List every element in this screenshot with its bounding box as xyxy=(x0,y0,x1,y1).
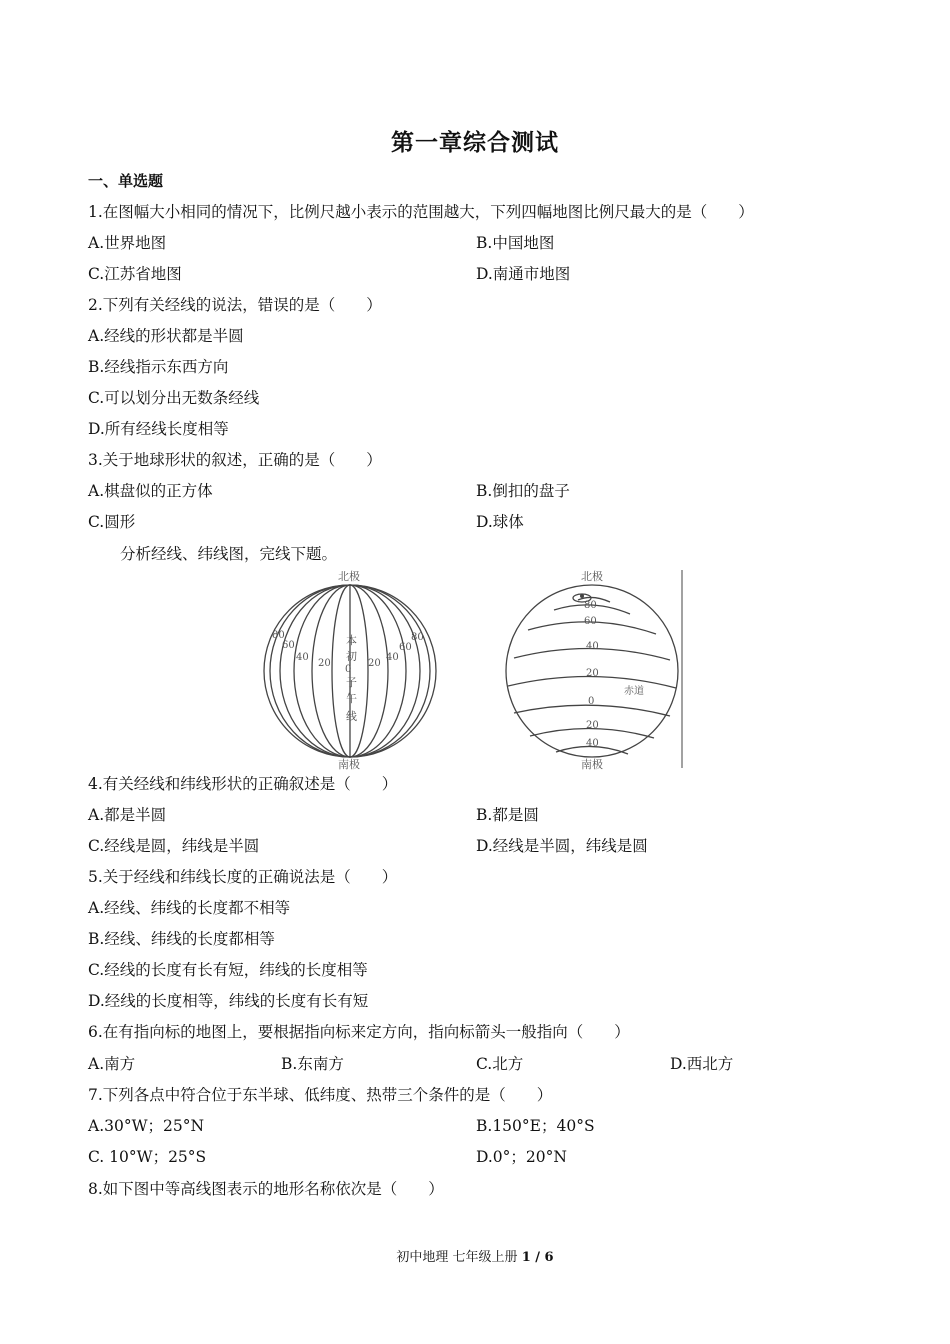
left-south-pole-label: 南极 xyxy=(338,758,360,770)
question-2-option-d: D.所有经线长度相等 xyxy=(88,420,229,438)
meridian-label: 80 xyxy=(411,632,424,643)
parallel-label: 40 xyxy=(586,641,599,652)
question-1-option-c: C.江苏省地图 xyxy=(88,265,182,283)
question-1-option-b: B.中国地图 xyxy=(476,234,555,252)
globe-figure xyxy=(258,568,688,770)
prime-meridian-char: 线 xyxy=(346,710,357,723)
question-3-option-b: B.倒扣的盘子 xyxy=(476,482,570,500)
north-pole-dot xyxy=(580,594,584,598)
question-3-stem: 3.关于地球形状的叙述，正确的是（ ） xyxy=(88,451,382,469)
question-5-option-c: C.经线的长度有长有短，纬线的长度相等 xyxy=(88,961,368,979)
question-4-option-a: A.都是半圆 xyxy=(88,806,167,824)
question-5-option-a: A.经线、纬线的长度都不相等 xyxy=(88,899,291,917)
question-6-option-c: C.北方 xyxy=(476,1055,524,1073)
footer-text: 初中地理 七年级上册 xyxy=(396,1250,522,1265)
meridian-label: 60 xyxy=(282,640,295,651)
meridian-label: 40 xyxy=(386,652,399,663)
question-6-option-b: B.东南方 xyxy=(281,1055,344,1073)
meridian-label: 80 xyxy=(272,630,285,641)
prime-meridian-char: 本 xyxy=(346,634,357,647)
page-number: 1 / 6 xyxy=(521,1250,554,1265)
question-7-stem: 7.下列各点中符合位于东半球、低纬度、热带三个条件的是（ ） xyxy=(88,1086,553,1104)
question-5-option-b: B.经线、纬线的长度都相等 xyxy=(88,930,275,948)
question-1-option-a: A.世界地图 xyxy=(88,234,167,252)
question-2-option-c: C.可以划分出无数条经线 xyxy=(88,389,260,407)
parallel-label: 20 xyxy=(586,668,599,679)
meridian-label: 60 xyxy=(399,642,412,653)
parallel-label: 60 xyxy=(584,616,597,627)
prime-meridian-char: 午 xyxy=(346,692,357,705)
question-2-option-b: B.经线指示东西方向 xyxy=(88,358,229,376)
question-2-option-a: A.经线的形状都是半圆 xyxy=(88,327,244,345)
question-7-option-c: C. 10°W；25°S xyxy=(88,1148,207,1166)
question-6-stem: 6.在有指向标的地图上，要根据指向标来定方向，指向标箭头一般指向（ ） xyxy=(88,1023,630,1041)
question-4-stem: 4.有关经线和纬线形状的正确叙述是（ ） xyxy=(88,775,398,793)
right-north-pole-label: 北极 xyxy=(581,570,603,583)
page-title: 第一章综合测试 xyxy=(391,129,559,156)
parallel-label: 0 xyxy=(588,696,595,707)
question-7-option-d: D.0°；20°N xyxy=(476,1148,567,1166)
meridian-label: 40 xyxy=(296,652,309,663)
question-3-option-a: A.棋盘似的正方体 xyxy=(88,482,213,500)
question-4-option-c: C.经线是圆，纬线是半圆 xyxy=(88,837,260,855)
right-south-pole-label: 南极 xyxy=(581,758,603,770)
figure-intro: 分析经线、纬线图，完线下题。 xyxy=(120,545,338,563)
question-4-option-d: D.经线是半圆，纬线是圆 xyxy=(476,837,648,855)
question-2-stem: 2.下列有关经线的说法，错误的是（ ） xyxy=(88,296,382,314)
meridian-label: 0 xyxy=(345,664,352,675)
question-6-option-a: A.南方 xyxy=(88,1055,136,1073)
question-3-option-d: D.球体 xyxy=(476,513,524,531)
equator-label: 赤道 xyxy=(624,686,644,697)
left-north-pole-label: 北极 xyxy=(338,570,360,583)
question-5-option-d: D.经线的长度相等，纬线的长度有长有短 xyxy=(88,992,369,1010)
question-7-option-b: B.150°E；40°S xyxy=(476,1117,595,1135)
question-8-stem: 8.如下图中等高线图表示的地形名称依次是（ ） xyxy=(88,1180,444,1198)
question-1-stem: 1.在图幅大小相同的情况下，比例尺越小表示的范围越大，下列四幅地图比例尺最大的是（ ） xyxy=(88,203,754,221)
parallel-label: 40 xyxy=(586,738,599,749)
question-1-option-d: D.南通市地图 xyxy=(476,265,571,283)
parallel-label: 20 xyxy=(586,720,599,731)
meridian-label: 20 xyxy=(318,658,331,669)
parallel-label: 80 xyxy=(584,600,597,611)
section-heading: 一、单选题 xyxy=(88,172,164,190)
page-footer xyxy=(0,1246,950,1265)
prime-meridian-char: 初 xyxy=(346,650,357,663)
question-6-option-d: D.西北方 xyxy=(670,1055,734,1073)
question-5-stem: 5.关于经线和纬线长度的正确说法是（ ） xyxy=(88,868,398,886)
question-7-option-a: A.30°W；25°N xyxy=(88,1117,205,1135)
question-4-option-b: B.都是圆 xyxy=(476,806,539,824)
prime-meridian-char: 子 xyxy=(346,676,357,689)
question-3-option-c: C.圆形 xyxy=(88,513,136,531)
meridian-label: 20 xyxy=(368,658,381,669)
